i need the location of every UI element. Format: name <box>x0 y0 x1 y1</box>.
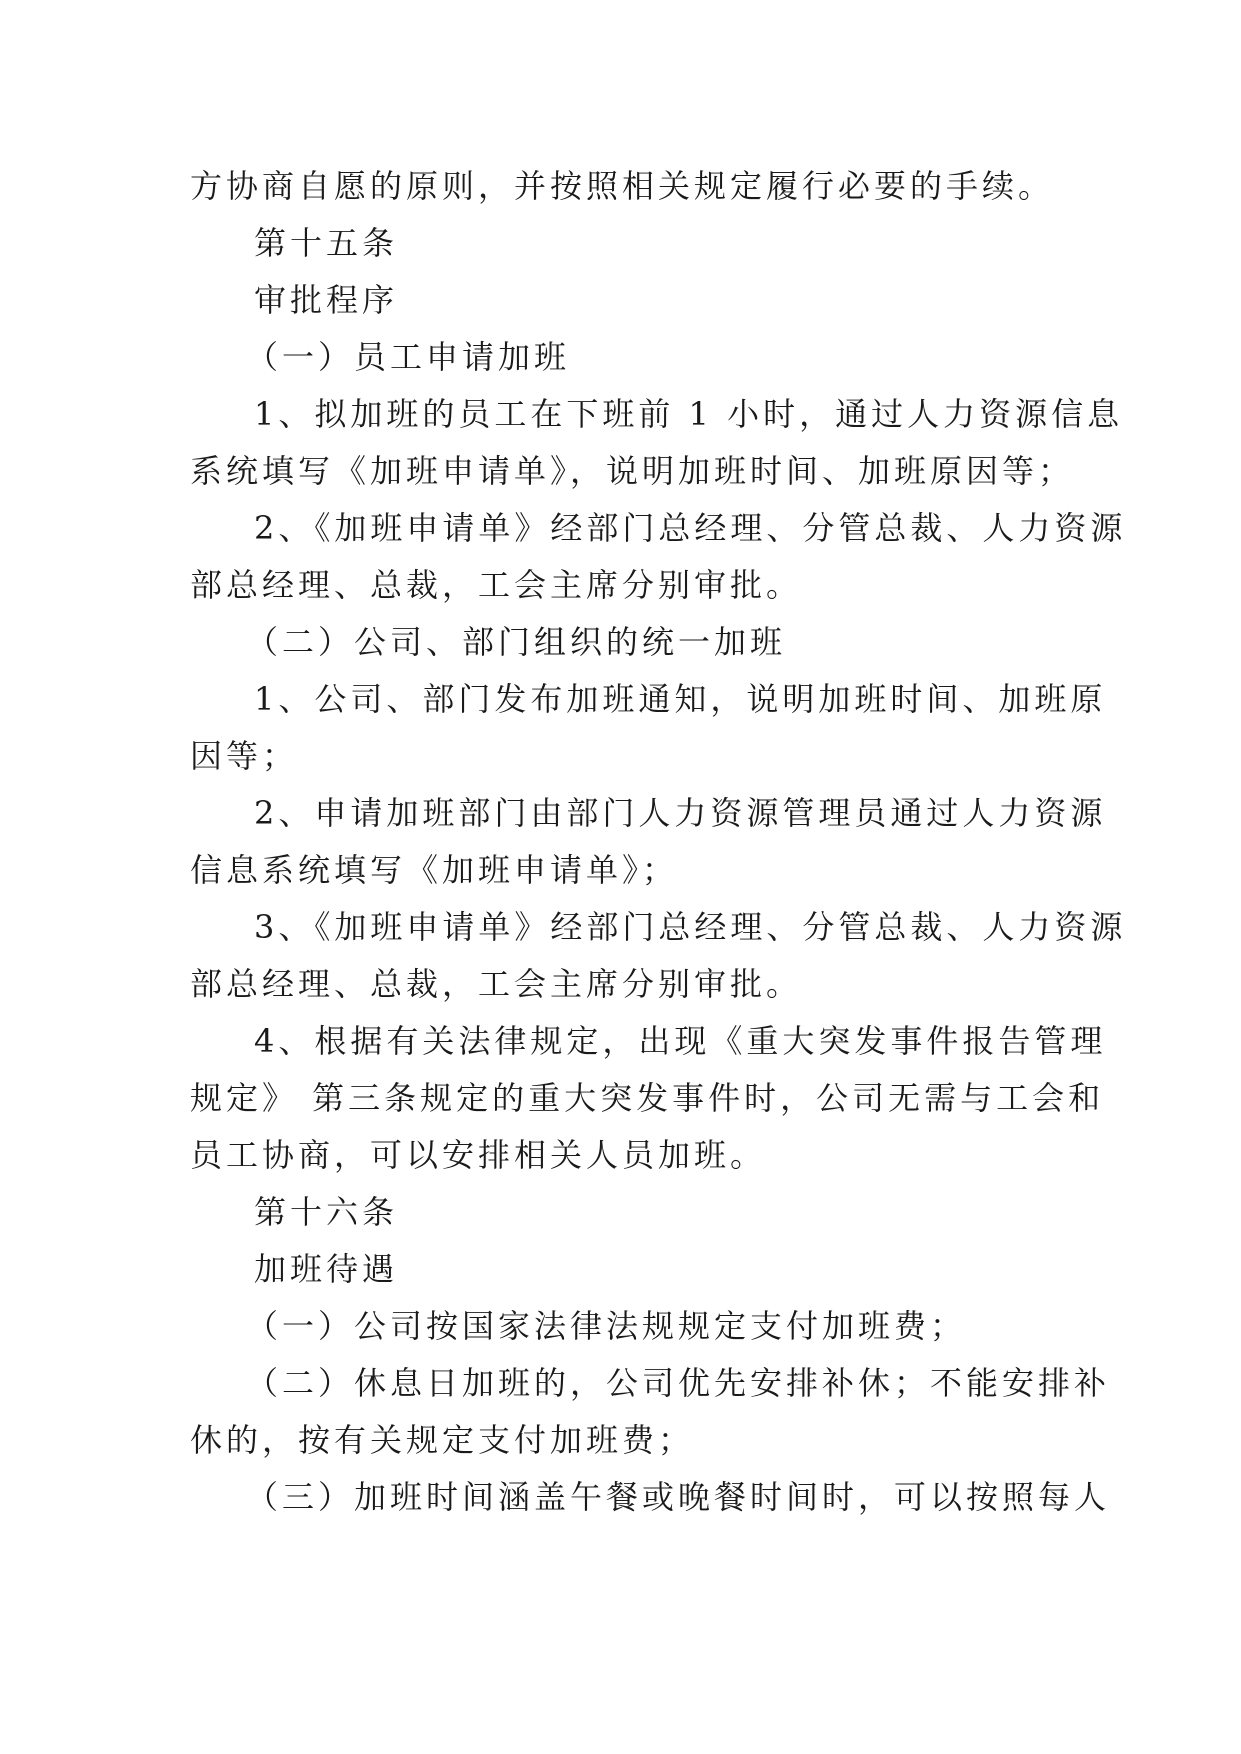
body-text-line: 2、《加班申请单》经部门总经理、分管总裁、人力资源 <box>254 509 1127 547</box>
clause-heading: （二）公司、部门组织的统一加班 <box>246 623 787 661</box>
body-text-line: 2、申请加班部门由部门人力资源管理员通过人力资源 <box>254 794 1107 832</box>
section-title: 审批程序 <box>254 281 399 319</box>
clause-item: （二）休息日加班的，公司优先安排补休；不能安排补 <box>246 1364 1111 1402</box>
body-text-line: 员工协商，可以安排相关人员加班。 <box>190 1136 767 1174</box>
body-text-line: 因等； <box>190 737 299 775</box>
body-text-line: 4、根据有关法律规定，出现《重大突发事件报告管理 <box>254 1022 1107 1060</box>
body-text-line: 部总经理、总裁，工会主席分别审批。 <box>190 965 803 1003</box>
article-heading: 第十六条 <box>254 1193 399 1231</box>
body-text-line: 1、公司、部门发布加班通知，说明加班时间、加班原 <box>254 680 1107 718</box>
body-text-line: 1、拟加班的员工在下班前 1 小时，通过人力资源信息 <box>254 395 1124 433</box>
body-text-line: 方协商自愿的原则，并按照相关规定履行必要的手续。 <box>190 167 1055 205</box>
clause-item: （一）公司按国家法律法规规定支付加班费； <box>246 1307 967 1345</box>
body-text-line: 规定》 第三条规定的重大突发事件时，公司无需与工会和 <box>190 1079 1105 1117</box>
body-text-line: 部总经理、总裁，工会主席分别审批。 <box>190 566 803 604</box>
body-text-line: 3、《加班申请单》经部门总经理、分管总裁、人力资源 <box>254 908 1127 946</box>
article-heading: 第十五条 <box>254 224 399 262</box>
clause-item: （三）加班时间涵盖午餐或晚餐时间时，可以按照每人 <box>246 1478 1111 1516</box>
clause-heading: （一）员工申请加班 <box>246 338 571 376</box>
section-title: 加班待遇 <box>254 1250 399 1288</box>
body-text-line: 系统填写《加班申请单》，说明加班时间、加班原因等； <box>190 452 1075 490</box>
body-text-line: 休的，按有关规定支付加班费； <box>190 1421 695 1459</box>
body-text-line: 信息系统填写《加班申请单》； <box>190 851 679 889</box>
